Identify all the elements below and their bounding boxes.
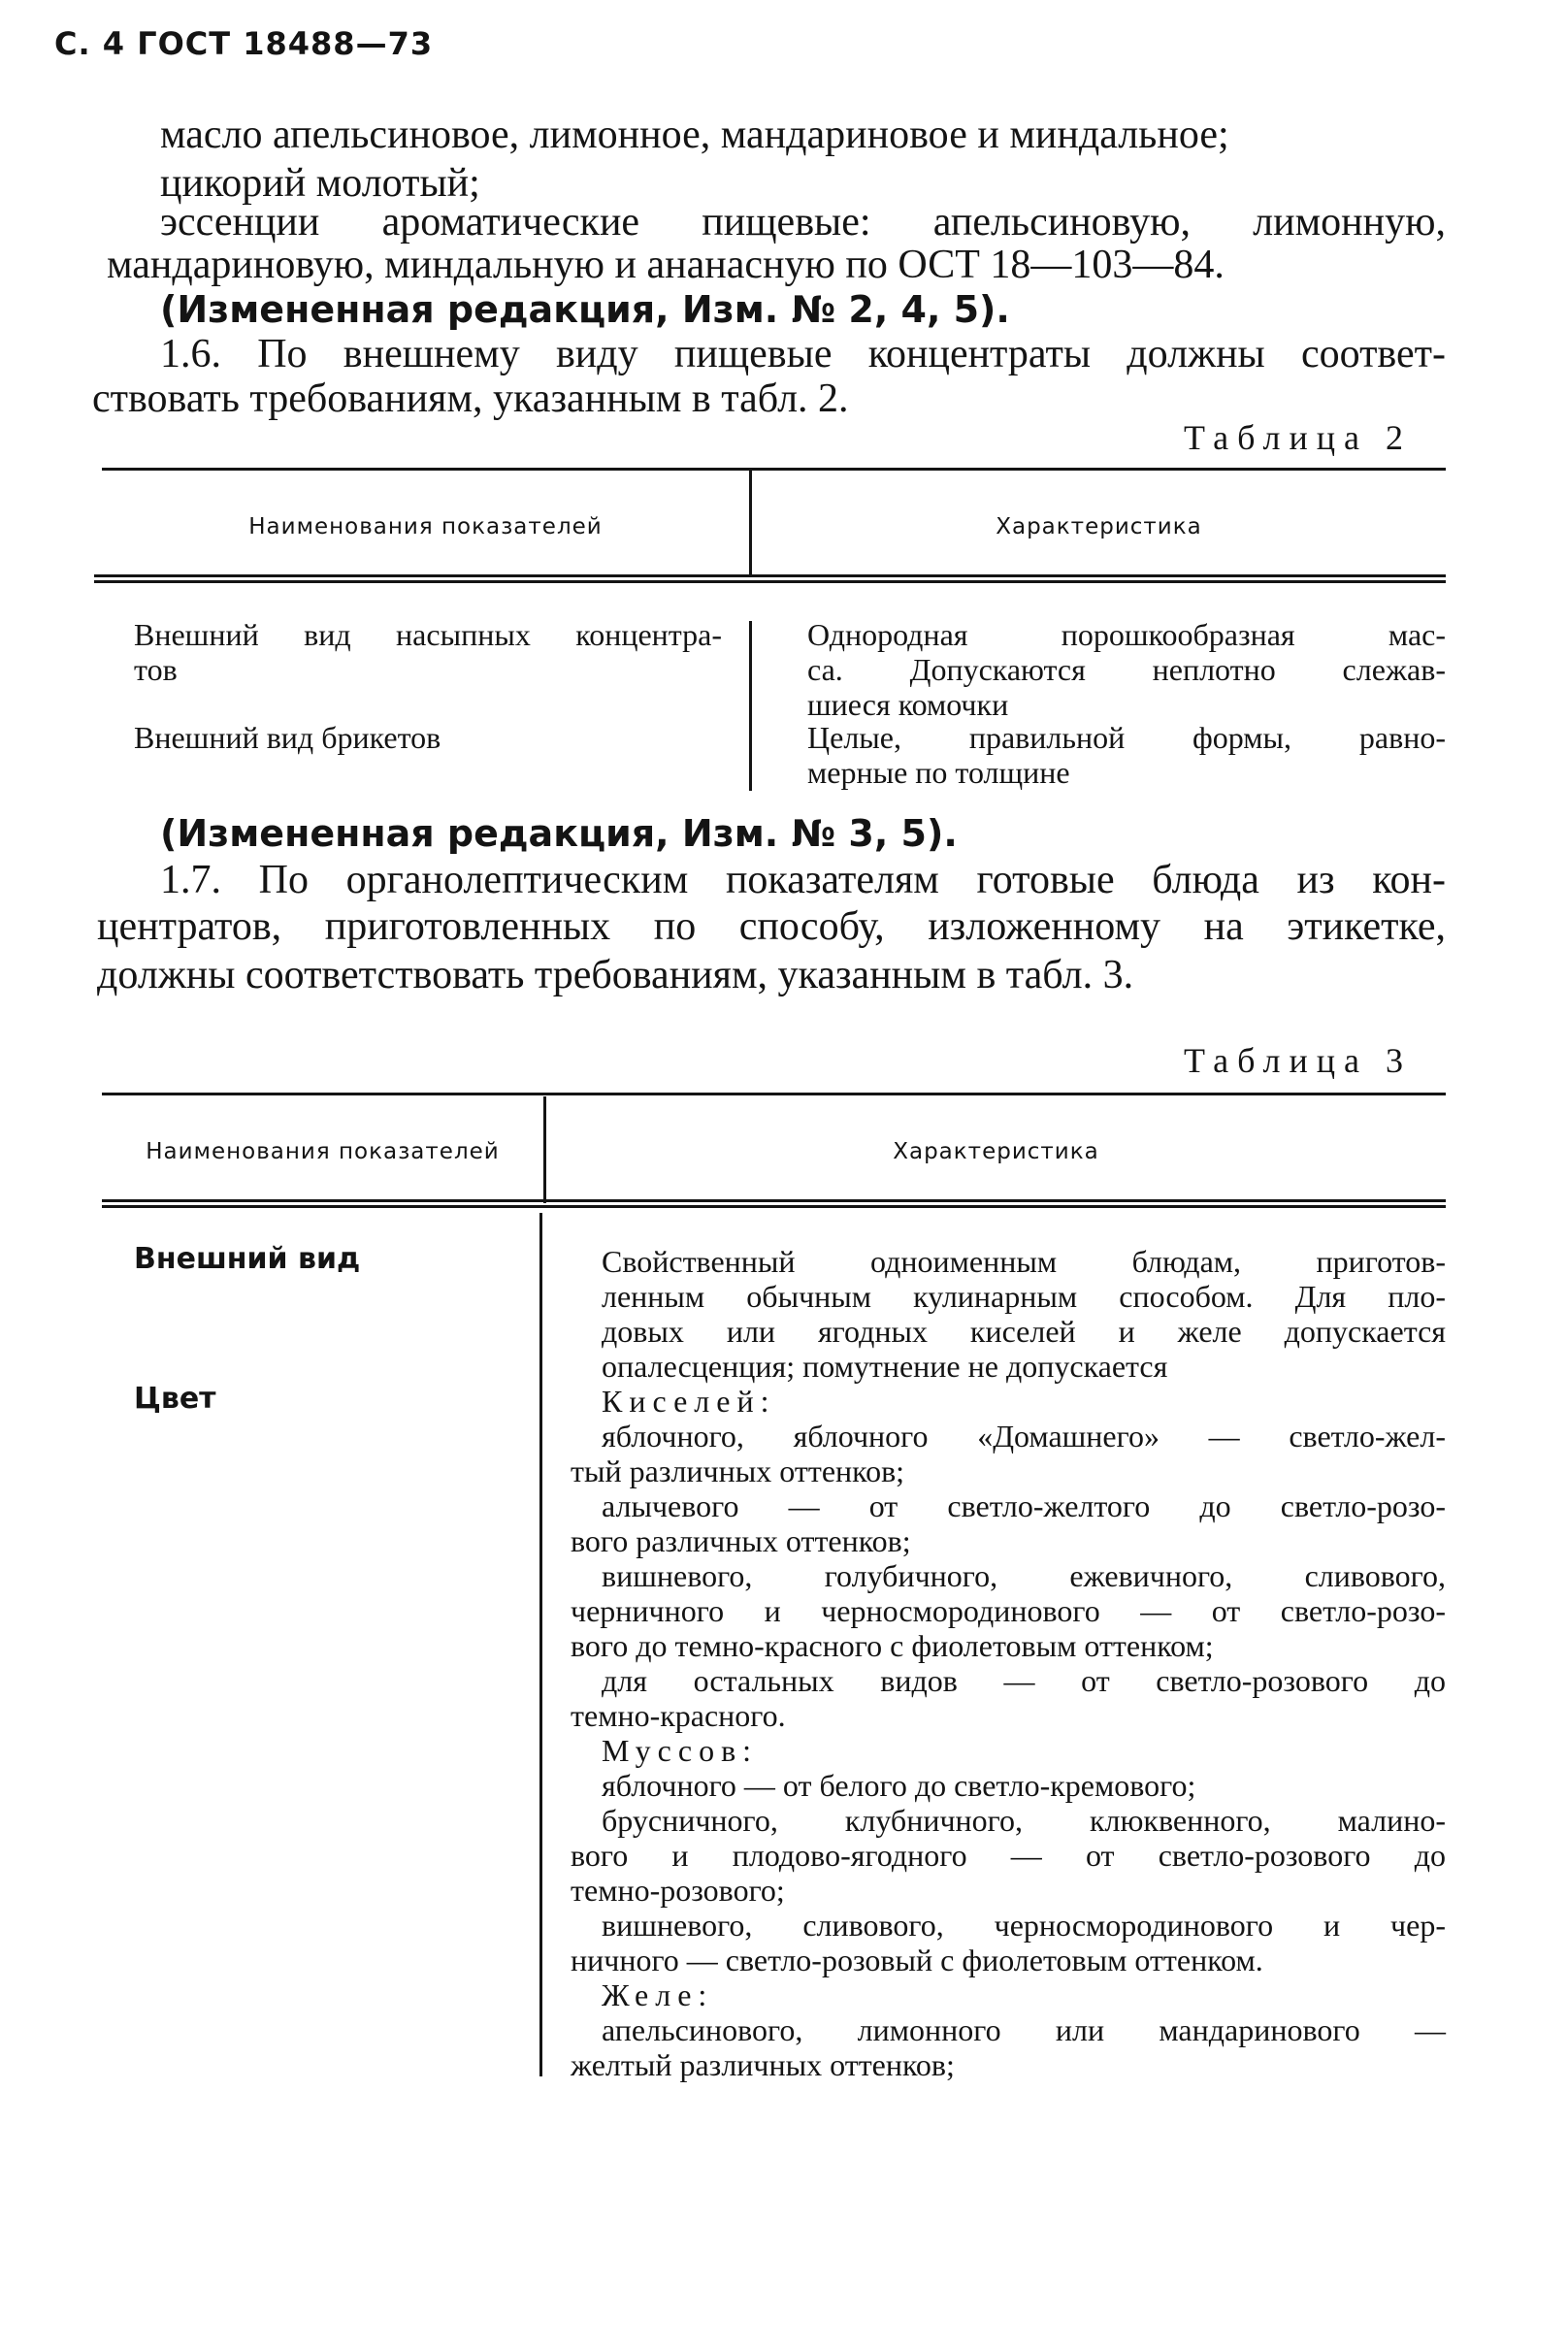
table-2-row-2-char-line: мерные по толщине xyxy=(807,755,1070,790)
table-2-body-divider xyxy=(749,621,752,791)
amendment-note-1: (Измененная редакция, Изм. № 2, 4, 5). xyxy=(160,288,1010,331)
table-2-caption: Таблица 2 xyxy=(1184,418,1412,457)
kisel-item-line: темно-красного. xyxy=(571,1698,786,1733)
table-2-row-1-name xyxy=(134,617,722,687)
table-3-row-appearance-characteristic xyxy=(602,1244,1446,1384)
page-header: С. 4 ГОСТ 18488—73 xyxy=(54,25,434,62)
zhele-item-line: апельсинового, лимонного или мандаринового — xyxy=(602,2012,1446,2047)
muss-item-line: ничного — светло-розовый с фиолетовым оттенком. xyxy=(571,1943,1263,1977)
appearance-line: ленным обычным кулинарным способом. Для пло- xyxy=(602,1279,1446,1314)
intro-line-1: масло апельсиновое, лимонное, мандариновое и миндальное; xyxy=(160,113,1229,157)
table-2-row-1-char-line: са. Допускаются неплотно слежав- xyxy=(807,652,1446,687)
paragraph-1-6-line-1: 1.6. По внешнему виду пищевые концентраты должны соответ- xyxy=(160,332,1446,376)
table-3-row-color-name: Цвет xyxy=(134,1382,216,1416)
table-2-top-rule xyxy=(102,468,1446,471)
paragraph-1-7-line-1: 1.7. По органолептическим показателям готовые блюда из кон- xyxy=(160,858,1446,902)
table-2-row-1-char-line: шиеся комочки xyxy=(807,687,1009,722)
table-3-header-rule xyxy=(102,1199,1446,1208)
muss-item-line: вишневого, сливового, черносмородинового и чер- xyxy=(602,1908,1446,1943)
kisel-item-line: алычевого — от светло-желтого до светло-розо- xyxy=(602,1488,1446,1523)
table-3-top-rule xyxy=(102,1093,1446,1095)
kisel-item-line: тый различных оттенков; xyxy=(571,1454,905,1488)
paragraph-1-7-line-2: центратов, приготовленных по способу, изложенному на этикетке, xyxy=(97,904,1446,949)
kisel-item-line: яблочного, яблочного «Домашнего» — светло-жел- xyxy=(602,1419,1446,1454)
muss-item-line: вого и плодово-ягодного — от светло-розового до xyxy=(571,1838,1446,1873)
paragraph-1-6-line-2: ствовать требованиям, указанным в табл. 2. xyxy=(92,376,849,421)
muss-item-line: темно-розового; xyxy=(571,1873,785,1908)
table-2-row-1-char-line: Однородная порошкообразная мас- xyxy=(807,617,1446,652)
table-2-row-1-characteristic xyxy=(807,617,1446,722)
table-2-row-2-char-line: Целые, правильной формы, равно- xyxy=(807,720,1446,755)
kisel-item-line: вого до темно-красного с фиолетовым оттенком; xyxy=(571,1628,1214,1663)
table-3-row-color-characteristic xyxy=(571,1384,1446,2082)
kisel-title: Киселей: xyxy=(602,1384,776,1419)
table-2-row-1-name-line: Внешний вид насыпных концентра- xyxy=(134,617,722,652)
table-2-col1-header: Наименования показателей xyxy=(248,514,603,539)
appearance-line: Свойственный одноименным блюдам, приготов- xyxy=(602,1244,1446,1279)
kisel-item-line: черничного и черносмородинового — от светло-розо- xyxy=(571,1593,1446,1628)
kisel-item-line: для остальных видов — от светло-розового до xyxy=(602,1663,1446,1698)
table-3-col2-header: Характеристика xyxy=(893,1139,1099,1164)
intro-line-4: мандариновую, миндальную и ананасную по ОСТ 18—103—84. xyxy=(107,243,1225,287)
table-2-row-2-name: Внешний вид брикетов xyxy=(134,720,441,755)
table-3-caption: Таблица 3 xyxy=(1184,1041,1412,1080)
zhele-item-line: желтый различных оттенков; xyxy=(571,2047,955,2082)
kisel-item-line: вишневого, голубичного, ежевичного, сливового, xyxy=(602,1558,1446,1593)
table-2-header-rule xyxy=(94,574,1446,583)
table-2-row-2-characteristic xyxy=(807,720,1446,790)
muss-item-line: яблочного — от белого до светло-кремового; xyxy=(602,1768,1196,1803)
table-3-col1-header: Наименования показателей xyxy=(146,1139,500,1164)
intro-line-2: цикорий молотый; xyxy=(160,161,480,206)
amendment-note-2: (Измененная редакция, Изм. № 3, 5). xyxy=(160,812,958,855)
muss-title: Муссов: xyxy=(602,1733,759,1768)
zhele-title: Желе: xyxy=(602,1977,714,2012)
table-2-col2-header: Характеристика xyxy=(996,514,1202,539)
muss-item-line: брусничного, клубничного, клюквенного, малино- xyxy=(602,1803,1446,1838)
paragraph-1-7-line-3: должны соответствовать требованиям, указанным в табл. 3. xyxy=(97,953,1134,997)
appearance-line: опалесценция; помутнение не допускается xyxy=(602,1349,1168,1384)
table-3-body-divider xyxy=(539,1213,542,2076)
kisel-item-line: вого различных оттенков; xyxy=(571,1523,911,1558)
appearance-line: довых или ягодных киселей и желе допускается xyxy=(602,1314,1446,1349)
table-2-row-1-name-line: тов xyxy=(134,652,178,687)
table-3-row-appearance-name: Внешний вид xyxy=(134,1242,361,1276)
intro-line-3: эссенции ароматические пищевые: апельсиновую, лимонную, xyxy=(160,200,1446,245)
